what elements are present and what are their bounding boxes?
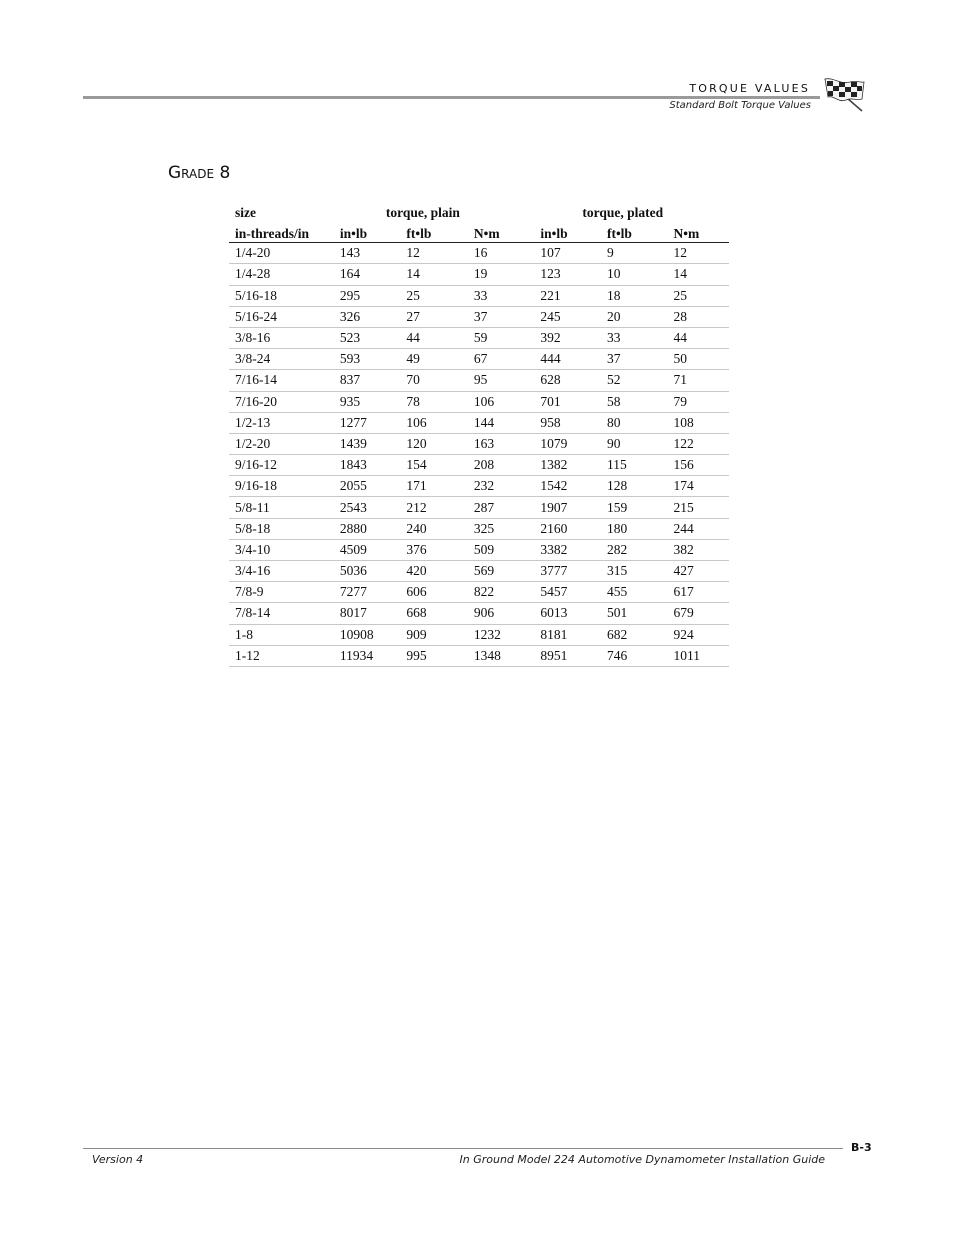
column-header: N•m: [667, 222, 729, 243]
bolt-size-cell: 5/16-18: [229, 285, 334, 306]
table-row: [229, 306, 729, 327]
table-body: [229, 243, 729, 667]
torque-value-cell: 906: [468, 603, 535, 624]
torque-value-cell: 1079: [534, 433, 601, 454]
torque-value-cell: 455: [601, 582, 668, 603]
torque-value-cell: 2880: [334, 518, 401, 539]
bolt-size-cell: 1/2-13: [229, 412, 334, 433]
table-row: [229, 349, 729, 370]
torque-value-cell: 163: [468, 433, 535, 454]
torque-value-cell: 143: [334, 243, 401, 264]
table-row: [229, 497, 729, 518]
torque-value-cell: 14: [400, 264, 468, 285]
table-row: [229, 391, 729, 412]
torque-value-cell: 28: [667, 306, 729, 327]
torque-value-cell: 107: [534, 243, 601, 264]
torque-value-cell: 106: [400, 412, 468, 433]
torque-value-cell: 67: [468, 349, 535, 370]
table-column-header-row: [229, 222, 729, 243]
torque-value-cell: 1439: [334, 433, 401, 454]
torque-value-cell: 180: [601, 518, 668, 539]
bolt-size-cell: 3/8-24: [229, 349, 334, 370]
torque-value-cell: 628: [534, 370, 601, 391]
bolt-size-cell: 5/8-11: [229, 497, 334, 518]
column-header: N•m: [468, 222, 535, 243]
torque-value-cell: 244: [667, 518, 729, 539]
torque-value-cell: 33: [468, 285, 535, 306]
torque-value-cell: 37: [601, 349, 668, 370]
torque-value-cell: 159: [601, 497, 668, 518]
torque-value-cell: 123: [534, 264, 601, 285]
torque-value-cell: 25: [400, 285, 468, 306]
torque-value-cell: 6013: [534, 603, 601, 624]
torque-value-cell: 5036: [334, 561, 401, 582]
bolt-size-cell: 9/16-12: [229, 455, 334, 476]
torque-value-cell: 295: [334, 285, 401, 306]
torque-value-cell: 958: [534, 412, 601, 433]
torque-value-cell: 1232: [468, 624, 535, 645]
torque-value-cell: 617: [667, 582, 729, 603]
size-group-header: size: [235, 205, 256, 220]
table-row: [229, 582, 729, 603]
plated-group-header: torque, plated: [582, 205, 664, 220]
torque-value-cell: 376: [400, 539, 468, 560]
torque-value-cell: 924: [667, 624, 729, 645]
torque-value-cell: 50: [667, 349, 729, 370]
bolt-size-cell: 7/8-9: [229, 582, 334, 603]
checkered-flag-icon: [822, 77, 866, 113]
torque-value-cell: 95: [468, 370, 535, 391]
column-header: in-threads/in: [229, 222, 334, 243]
torque-value-cell: 3382: [534, 539, 601, 560]
torque-value-cell: 326: [334, 306, 401, 327]
torque-value-cell: 392: [534, 327, 601, 348]
table-row: [229, 327, 729, 348]
torque-value-cell: 1277: [334, 412, 401, 433]
column-header: ft•lb: [601, 222, 668, 243]
torque-value-cell: 1011: [667, 645, 729, 666]
torque-value-cell: 2543: [334, 497, 401, 518]
torque-value-cell: 208: [468, 455, 535, 476]
torque-value-cell: 49: [400, 349, 468, 370]
torque-value-cell: 7277: [334, 582, 401, 603]
column-header: ft•lb: [400, 222, 468, 243]
torque-value-cell: 240: [400, 518, 468, 539]
torque-value-cell: 19: [468, 264, 535, 285]
torque-value-cell: 156: [667, 455, 729, 476]
torque-value-cell: 1542: [534, 476, 601, 497]
torque-value-cell: 12: [667, 243, 729, 264]
torque-value-cell: 668: [400, 603, 468, 624]
torque-value-cell: 59: [468, 327, 535, 348]
torque-value-cell: 70: [400, 370, 468, 391]
table-row: [229, 518, 729, 539]
torque-value-cell: 995: [400, 645, 468, 666]
torque-value-cell: 509: [468, 539, 535, 560]
torque-value-cell: 18: [601, 285, 668, 306]
torque-value-cell: 8951: [534, 645, 601, 666]
torque-value-cell: 9: [601, 243, 668, 264]
bolt-size-cell: 1/4-28: [229, 264, 334, 285]
torque-value-cell: 16: [468, 243, 535, 264]
torque-value-cell: 221: [534, 285, 601, 306]
footer-guide-title: In Ground Model 224 Automotive Dynamometer Installation Guide: [459, 1153, 825, 1166]
torque-value-cell: 682: [601, 624, 668, 645]
torque-value-cell: 1382: [534, 455, 601, 476]
torque-value-cell: 2160: [534, 518, 601, 539]
torque-value-cell: 420: [400, 561, 468, 582]
table-row: [229, 285, 729, 306]
torque-value-cell: 382: [667, 539, 729, 560]
torque-value-cell: 25: [667, 285, 729, 306]
torque-value-cell: 44: [400, 327, 468, 348]
torque-value-cell: 1348: [468, 645, 535, 666]
table-row: [229, 624, 729, 645]
torque-value-cell: 80: [601, 412, 668, 433]
torque-value-cell: 90: [601, 433, 668, 454]
table-row: [229, 561, 729, 582]
header-rule: [83, 96, 820, 99]
table-row: [229, 455, 729, 476]
torque-value-cell: 287: [468, 497, 535, 518]
torque-value-cell: 171: [400, 476, 468, 497]
torque-value-cell: 37: [468, 306, 535, 327]
torque-value-cell: 154: [400, 455, 468, 476]
torque-value-cell: 10908: [334, 624, 401, 645]
torque-value-cell: 1907: [534, 497, 601, 518]
torque-value-cell: 174: [667, 476, 729, 497]
torque-value-cell: 79: [667, 391, 729, 412]
column-header: in•lb: [534, 222, 601, 243]
plain-group-header: torque, plain: [385, 205, 460, 220]
torque-value-cell: 325: [468, 518, 535, 539]
torque-value-cell: 120: [400, 433, 468, 454]
torque-value-cell: 10: [601, 264, 668, 285]
bolt-size-cell: 1-8: [229, 624, 334, 645]
bolt-size-cell: 1/2-20: [229, 433, 334, 454]
torque-value-cell: 2055: [334, 476, 401, 497]
torque-value-cell: 427: [667, 561, 729, 582]
torque-value-cell: 52: [601, 370, 668, 391]
torque-value-cell: 701: [534, 391, 601, 412]
bolt-size-cell: 5/8-18: [229, 518, 334, 539]
torque-value-cell: 20: [601, 306, 668, 327]
table-group-header-row: [229, 203, 729, 222]
footer-rule: [83, 1148, 843, 1149]
table-row: [229, 243, 729, 264]
torque-value-cell: 606: [400, 582, 468, 603]
torque-value-cell: 144: [468, 412, 535, 433]
torque-value-cell: 232: [468, 476, 535, 497]
torque-value-cell: 444: [534, 349, 601, 370]
torque-value-cell: 315: [601, 561, 668, 582]
torque-value-cell: 14: [667, 264, 729, 285]
torque-value-cell: 27: [400, 306, 468, 327]
torque-value-cell: 746: [601, 645, 668, 666]
torque-value-cell: 108: [667, 412, 729, 433]
table-row: [229, 603, 729, 624]
torque-value-cell: 164: [334, 264, 401, 285]
footer-version: Version 4: [92, 1153, 144, 1166]
torque-value-cell: 8181: [534, 624, 601, 645]
bolt-size-cell: 3/4-16: [229, 561, 334, 582]
column-header: in•lb: [334, 222, 401, 243]
table-row: [229, 412, 729, 433]
torque-value-cell: 78: [400, 391, 468, 412]
section-title: Grade 8: [168, 163, 231, 183]
torque-value-cell: 58: [601, 391, 668, 412]
torque-value-cell: 5457: [534, 582, 601, 603]
table-row: [229, 370, 729, 391]
bolt-size-cell: 5/16-24: [229, 306, 334, 327]
torque-value-cell: 71: [667, 370, 729, 391]
torque-value-cell: 122: [667, 433, 729, 454]
torque-value-cell: 935: [334, 391, 401, 412]
torque-value-cell: 215: [667, 497, 729, 518]
bolt-size-cell: 7/16-14: [229, 370, 334, 391]
torque-value-cell: 106: [468, 391, 535, 412]
torque-value-cell: 822: [468, 582, 535, 603]
torque-value-cell: 501: [601, 603, 668, 624]
page-number: B-3: [851, 1141, 872, 1154]
torque-table: [229, 203, 729, 667]
torque-value-cell: 837: [334, 370, 401, 391]
table-row: [229, 476, 729, 497]
torque-value-cell: 282: [601, 539, 668, 560]
bolt-size-cell: 7/16-20: [229, 391, 334, 412]
bolt-size-cell: 7/8-14: [229, 603, 334, 624]
torque-value-cell: 33: [601, 327, 668, 348]
torque-value-cell: 679: [667, 603, 729, 624]
torque-value-cell: 12: [400, 243, 468, 264]
bolt-size-cell: 1-12: [229, 645, 334, 666]
bolt-size-cell: 3/4-10: [229, 539, 334, 560]
table-row: [229, 645, 729, 666]
torque-value-cell: 128: [601, 476, 668, 497]
torque-value-cell: 3777: [534, 561, 601, 582]
bolt-size-cell: 1/4-20: [229, 243, 334, 264]
torque-value-cell: 8017: [334, 603, 401, 624]
torque-value-cell: 909: [400, 624, 468, 645]
table-row: [229, 433, 729, 454]
running-header-subtitle: Standard Bolt Torque Values: [669, 100, 811, 111]
torque-value-cell: 4509: [334, 539, 401, 560]
torque-value-cell: 1843: [334, 455, 401, 476]
torque-value-cell: 212: [400, 497, 468, 518]
torque-value-cell: 523: [334, 327, 401, 348]
torque-value-cell: 569: [468, 561, 535, 582]
torque-value-cell: 245: [534, 306, 601, 327]
bolt-size-cell: 9/16-18: [229, 476, 334, 497]
table-row: [229, 539, 729, 560]
torque-value-cell: 44: [667, 327, 729, 348]
torque-value-cell: 115: [601, 455, 668, 476]
bolt-size-cell: 3/8-16: [229, 327, 334, 348]
torque-value-cell: 11934: [334, 645, 401, 666]
running-header-title: TORQUE VALUES: [689, 82, 810, 95]
torque-value-cell: 593: [334, 349, 401, 370]
table-row: [229, 264, 729, 285]
